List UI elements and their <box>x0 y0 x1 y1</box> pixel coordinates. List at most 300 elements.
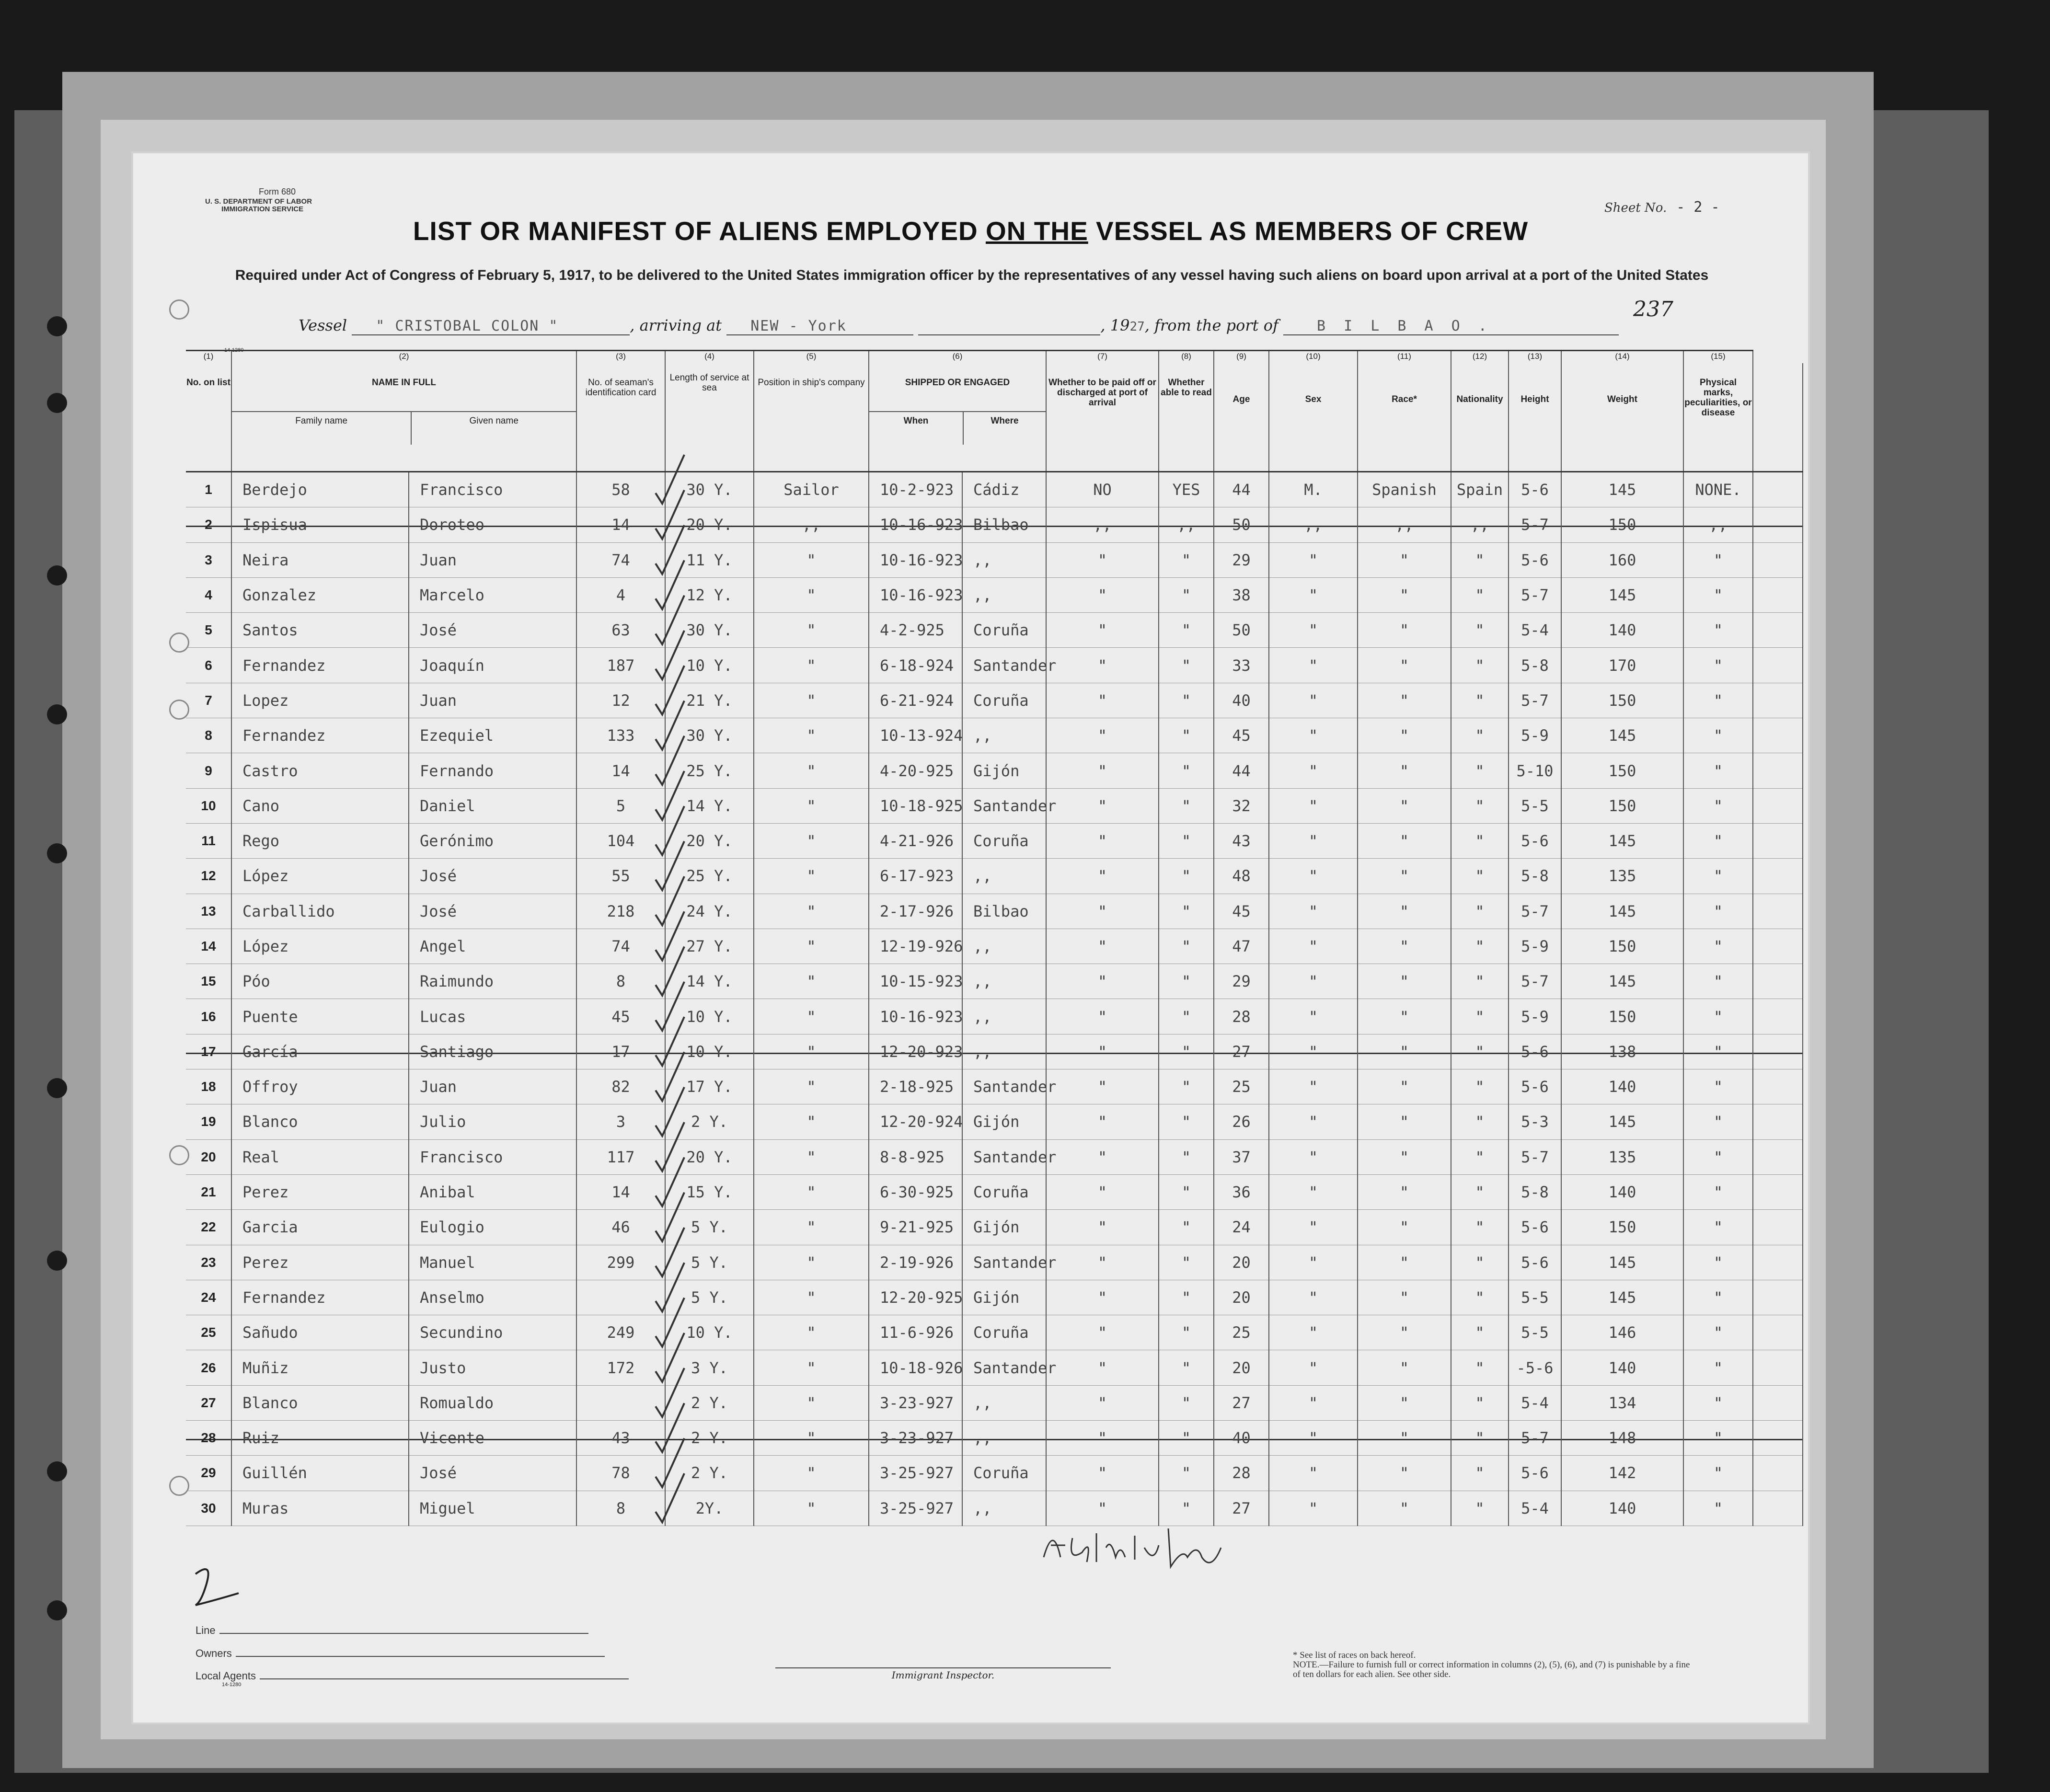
cell-where: Gijón <box>962 1104 1046 1139</box>
line-label: Line <box>196 1624 216 1636</box>
manifest-sheet <box>133 153 1808 1723</box>
cell-service: 2 Y. <box>665 1421 754 1456</box>
cell-age: 40 <box>1214 1421 1269 1456</box>
cell-marks: " <box>1683 648 1753 683</box>
cell-weight: 146 <box>1561 1315 1683 1350</box>
cell-weight: 150 <box>1561 999 1683 1034</box>
cell-read: " <box>1159 613 1214 648</box>
cell-position: " <box>754 929 869 964</box>
cell-paid: " <box>1046 648 1159 683</box>
vessel-field <box>352 316 630 335</box>
cell-read: " <box>1159 964 1214 999</box>
cell-position: Sailor <box>754 472 869 507</box>
year-prefix: , 19 <box>1100 316 1130 334</box>
binder-hole <box>47 1461 67 1482</box>
cell-service: 2Y. <box>665 1491 754 1526</box>
cell-height: 5-8 <box>1509 648 1561 683</box>
cell-read: " <box>1159 718 1214 753</box>
cell-no: 12 <box>186 859 231 894</box>
header-age: Age <box>1214 363 1269 472</box>
cell-age: 50 <box>1214 613 1269 648</box>
cell-card: 249 <box>576 1315 665 1350</box>
cell-service: 20 Y. <box>665 823 754 858</box>
cell-height: 5-6 <box>1509 1456 1561 1491</box>
cell-sex: " <box>1269 1315 1358 1350</box>
cell-height: 5-6 <box>1509 542 1561 577</box>
cell-no: 15 <box>186 964 231 999</box>
colnum: (11) <box>1358 351 1451 364</box>
cell-where: Coruña <box>962 613 1046 648</box>
cell-read: YES <box>1159 472 1214 507</box>
cell-no: 14 <box>186 929 231 964</box>
cell-paid: " <box>1046 1034 1159 1069</box>
title-part: LIST OR MANIFEST OF ALIENS EMPLOYED <box>413 216 986 246</box>
cell-weight: 145 <box>1561 1104 1683 1139</box>
cell-paid: ,, <box>1046 507 1159 542</box>
cell-paid: " <box>1046 788 1159 823</box>
cell-marks: " <box>1683 788 1753 823</box>
cell-age: 50 <box>1214 507 1269 542</box>
cell-card: 299 <box>576 1245 665 1280</box>
cell-blank <box>1753 683 1803 718</box>
cell-race: " <box>1358 999 1451 1034</box>
cell-sex: " <box>1269 1385 1358 1420</box>
cell-when: 8-8-925 <box>869 1139 962 1174</box>
cell-marks: " <box>1683 718 1753 753</box>
binder-hole <box>47 1251 67 1271</box>
cell-sex: " <box>1269 1245 1358 1280</box>
cell-where: Gijón <box>962 753 1046 788</box>
cell-race: " <box>1358 859 1451 894</box>
cell-no: 3 <box>186 542 231 577</box>
inspector-line: Immigrant Inspector. <box>775 1667 1111 1681</box>
cell-read: " <box>1159 788 1214 823</box>
cell-weight: 135 <box>1561 859 1683 894</box>
owners-label: Owners <box>196 1647 232 1659</box>
cell-paid: " <box>1046 1139 1159 1174</box>
cell-position: " <box>754 613 869 648</box>
cell-race: " <box>1358 788 1451 823</box>
cell-paid: " <box>1046 1245 1159 1280</box>
cell-no: 21 <box>186 1174 231 1209</box>
cell-service: 27 Y. <box>665 929 754 964</box>
cell-given: José <box>409 894 576 929</box>
cell-family: Neira <box>231 542 409 577</box>
cell-blank <box>1753 542 1803 577</box>
vessel-line <box>299 316 1619 335</box>
cell-sex: " <box>1269 753 1358 788</box>
cell-nationality: " <box>1451 613 1509 648</box>
table-row <box>186 1174 1803 1209</box>
cell-service: 10 Y. <box>665 999 754 1034</box>
header-where: Where <box>990 416 1019 426</box>
cell-age: 43 <box>1214 823 1269 858</box>
colnum: (4) <box>665 351 754 364</box>
footer-agents <box>196 1670 629 1682</box>
cell-marks: " <box>1683 753 1753 788</box>
cell-family: Lopez <box>231 683 409 718</box>
cell-service: 10 Y. <box>665 648 754 683</box>
cell-paid: " <box>1046 823 1159 858</box>
cell-no: 22 <box>186 1210 231 1245</box>
cell-where: Cádiz <box>962 472 1046 507</box>
cell-read: " <box>1159 753 1214 788</box>
cell-marks: " <box>1683 1034 1753 1069</box>
cell-weight: 150 <box>1561 929 1683 964</box>
cell-weight: 142 <box>1561 1456 1683 1491</box>
cell-marks: " <box>1683 577 1753 612</box>
colnum: (9) <box>1214 351 1269 364</box>
table-row <box>186 859 1803 894</box>
cell-where: Santander <box>962 1139 1046 1174</box>
cell-when: 4-20-925 <box>869 753 962 788</box>
cell-weight: 150 <box>1561 753 1683 788</box>
cell-race: " <box>1358 1210 1451 1245</box>
cell-service: 5 Y. <box>665 1210 754 1245</box>
cell-blank <box>1753 1315 1803 1350</box>
cell-nationality: " <box>1451 1280 1509 1315</box>
cell-service: 2 Y. <box>665 1385 754 1420</box>
cell-when: 4-21-926 <box>869 823 962 858</box>
cell-family: Santos <box>231 613 409 648</box>
cell-weight: 145 <box>1561 577 1683 612</box>
cell-nationality: " <box>1451 1245 1509 1280</box>
cell-height: 5-7 <box>1509 1421 1561 1456</box>
cell-given: Anibal <box>409 1174 576 1209</box>
cell-paid: " <box>1046 859 1159 894</box>
cell-given: José <box>409 1456 576 1491</box>
cell-no: 7 <box>186 683 231 718</box>
agents-blank <box>260 1678 629 1679</box>
cell-position: ,, <box>754 507 869 542</box>
cell-height: 5-9 <box>1509 718 1561 753</box>
cell-read: " <box>1159 1456 1214 1491</box>
cell-no: 2 <box>186 507 231 542</box>
cell-nationality: " <box>1451 683 1509 718</box>
cell-marks: " <box>1683 1280 1753 1315</box>
cell-when: 10-2-923 <box>869 472 962 507</box>
cell-age: 44 <box>1214 472 1269 507</box>
cell-service: 30 Y. <box>665 613 754 648</box>
cell-race: Spanish <box>1358 472 1451 507</box>
cell-age: 48 <box>1214 859 1269 894</box>
cell-card: 14 <box>576 753 665 788</box>
cell-weight: 140 <box>1561 1350 1683 1385</box>
colnum: (7) <box>1046 351 1159 364</box>
cell-no: 13 <box>186 894 231 929</box>
cell-race: " <box>1358 577 1451 612</box>
cell-family: Rego <box>231 823 409 858</box>
cell-given: Eulogio <box>409 1210 576 1245</box>
table-row <box>186 1315 1803 1350</box>
cell-marks: " <box>1683 1069 1753 1104</box>
cell-sex: " <box>1269 542 1358 577</box>
cell-family: Cano <box>231 788 409 823</box>
title-part-underlined: ON THE <box>986 216 1088 246</box>
header-sex: Sex <box>1269 363 1358 472</box>
cell-service: 3 Y. <box>665 1350 754 1385</box>
cell-where: ,, <box>962 964 1046 999</box>
cell-position: " <box>754 542 869 577</box>
colnum: (15) <box>1683 351 1753 364</box>
cell-position: " <box>754 1210 869 1245</box>
cell-family: Blanco <box>231 1104 409 1139</box>
cell-age: 37 <box>1214 1139 1269 1174</box>
cell-given: Anselmo <box>409 1280 576 1315</box>
cell-read: " <box>1159 1034 1214 1069</box>
cell-weight: 160 <box>1561 542 1683 577</box>
cell-no: 8 <box>186 718 231 753</box>
cell-height: 5-8 <box>1509 859 1561 894</box>
cell-race: " <box>1358 753 1451 788</box>
table-row <box>186 999 1803 1034</box>
cell-age: 45 <box>1214 894 1269 929</box>
cell-age: 20 <box>1214 1280 1269 1315</box>
cell-height: 5-6 <box>1509 1210 1561 1245</box>
cell-weight: 140 <box>1561 1069 1683 1104</box>
cell-weight: 140 <box>1561 613 1683 648</box>
table-row <box>186 1280 1803 1315</box>
cell-nationality: " <box>1451 542 1509 577</box>
table-row <box>186 1069 1803 1104</box>
cell-where: Gijón <box>962 1210 1046 1245</box>
header-race: Race* <box>1358 363 1451 472</box>
cell-sex: " <box>1269 718 1358 753</box>
binder-hole <box>47 316 67 336</box>
cell-age: 28 <box>1214 999 1269 1034</box>
cell-read: " <box>1159 1491 1214 1526</box>
cell-family: Póo <box>231 964 409 999</box>
cell-when: 2-17-926 <box>869 894 962 929</box>
cell-read: " <box>1159 577 1214 612</box>
cell-given: Miguel <box>409 1491 576 1526</box>
cell-marks: " <box>1683 1315 1753 1350</box>
cell-sex: " <box>1269 894 1358 929</box>
cell-marks: " <box>1683 1491 1753 1526</box>
cell-sex: M. <box>1269 472 1358 507</box>
cell-blank <box>1753 823 1803 858</box>
cell-family: Fernandez <box>231 718 409 753</box>
binder-hole <box>47 704 67 724</box>
cell-weight: 145 <box>1561 1280 1683 1315</box>
cell-position: " <box>754 1280 869 1315</box>
cell-read: " <box>1159 1069 1214 1104</box>
cell-where: ,, <box>962 1491 1046 1526</box>
header-length-service: Length of service at sea <box>665 363 754 472</box>
column-number-row <box>186 351 1803 364</box>
cell-position: " <box>754 1491 869 1526</box>
cell-given: Daniel <box>409 788 576 823</box>
cell-age: 38 <box>1214 577 1269 612</box>
header-id-card: No. of seaman's identification card <box>576 363 665 472</box>
cell-card: 12 <box>576 683 665 718</box>
cell-no: 20 <box>186 1139 231 1174</box>
cell-where: Santander <box>962 1350 1046 1385</box>
inspector-signature <box>1039 1519 1240 1576</box>
table-row <box>186 542 1803 577</box>
cell-card: 82 <box>576 1069 665 1104</box>
cell-race: " <box>1358 648 1451 683</box>
footer-owners <box>196 1647 605 1660</box>
cell-where: Coruña <box>962 683 1046 718</box>
cell-height: -5-6 <box>1509 1350 1561 1385</box>
cell-service: 21 Y. <box>665 683 754 718</box>
cell-card: 8 <box>576 964 665 999</box>
cell-weight: 134 <box>1561 1385 1683 1420</box>
cell-weight: 150 <box>1561 788 1683 823</box>
cell-position: " <box>754 964 869 999</box>
cell-card: 74 <box>576 929 665 964</box>
table-row <box>186 788 1803 823</box>
cell-age: 32 <box>1214 788 1269 823</box>
cell-marks: " <box>1683 1350 1753 1385</box>
cell-service: 11 Y. <box>665 542 754 577</box>
cell-sex: " <box>1269 577 1358 612</box>
cell-paid: " <box>1046 1069 1159 1104</box>
cell-blank <box>1753 1385 1803 1420</box>
cell-given: Juan <box>409 683 576 718</box>
cell-height: 5-6 <box>1509 1034 1561 1069</box>
note-text: NOTE.—Failure to furnish full or correct information in columns (2), (5), (6), and (7) is punishable by a fine of ten dollars for each alien. See other side. <box>1293 1660 1690 1679</box>
cell-nationality: " <box>1451 648 1509 683</box>
cell-read: " <box>1159 1350 1214 1385</box>
from-port-field <box>1283 316 1619 335</box>
cell-card: 218 <box>576 894 665 929</box>
cell-race: " <box>1358 1069 1451 1104</box>
header-shipped <box>869 363 1046 472</box>
cell-where: Coruña <box>962 823 1046 858</box>
cell-service: 17 Y. <box>665 1069 754 1104</box>
cell-family: López <box>231 929 409 964</box>
cell-age: 40 <box>1214 683 1269 718</box>
cell-read: " <box>1159 648 1214 683</box>
cell-family: Garcia <box>231 1210 409 1245</box>
sheet-number <box>1604 199 1720 216</box>
cell-when: 3-23-927 <box>869 1421 962 1456</box>
cell-given: Francisco <box>409 1139 576 1174</box>
cell-weight: 150 <box>1561 507 1683 542</box>
cell-blank <box>1753 929 1803 964</box>
cell-blank <box>1753 718 1803 753</box>
cell-no: 29 <box>186 1456 231 1491</box>
cell-card: 45 <box>576 999 665 1034</box>
cell-given: Lucas <box>409 999 576 1034</box>
cell-blank <box>1753 1104 1803 1139</box>
form-number: Form 680 <box>259 187 296 196</box>
cell-no: 1 <box>186 472 231 507</box>
cell-where: Santander <box>962 1069 1046 1104</box>
cell-position: " <box>754 894 869 929</box>
cell-card: 187 <box>576 648 665 683</box>
cell-family: Muñiz <box>231 1350 409 1385</box>
cell-service: 5 Y. <box>665 1280 754 1315</box>
cell-read: ,, <box>1159 507 1214 542</box>
cell-when: 4-2-925 <box>869 613 962 648</box>
cell-read: " <box>1159 929 1214 964</box>
cell-marks: " <box>1683 1174 1753 1209</box>
from-port: B I L B A O . <box>1316 318 1492 334</box>
binder-hole <box>47 1600 67 1620</box>
cell-given: José <box>409 613 576 648</box>
cell-where: ,, <box>962 859 1046 894</box>
cell-where: Santander <box>962 788 1046 823</box>
cell-race: " <box>1358 1139 1451 1174</box>
cell-card: 55 <box>576 859 665 894</box>
colnum: (14) <box>1561 351 1683 364</box>
cell-sex: " <box>1269 859 1358 894</box>
table-row <box>186 683 1803 718</box>
cell-read: " <box>1159 1245 1214 1280</box>
cell-paid: " <box>1046 1350 1159 1385</box>
cell-position: " <box>754 648 869 683</box>
cell-race: " <box>1358 1491 1451 1526</box>
cell-card <box>576 1280 665 1315</box>
cell-where: Bilbao <box>962 894 1046 929</box>
cell-when: 10-16-923 <box>869 577 962 612</box>
owners-blank <box>236 1656 605 1657</box>
cell-age: 27 <box>1214 1034 1269 1069</box>
cell-blank <box>1753 613 1803 648</box>
cell-blank <box>1753 1456 1803 1491</box>
manuscript-number: 237 <box>1633 297 1673 322</box>
cell-blank <box>1753 1280 1803 1315</box>
cell-sex: ,, <box>1269 507 1358 542</box>
cell-blank <box>1753 507 1803 542</box>
cell-position: " <box>754 577 869 612</box>
cell-family: Blanco <box>231 1385 409 1420</box>
cell-read: " <box>1159 1315 1214 1350</box>
cell-position: " <box>754 823 869 858</box>
table-row <box>186 1456 1803 1491</box>
cell-given: Angel <box>409 929 576 964</box>
cell-paid: " <box>1046 577 1159 612</box>
cell-card: 17 <box>576 1034 665 1069</box>
cell-age: 29 <box>1214 542 1269 577</box>
cell-age: 47 <box>1214 929 1269 964</box>
cell-sex: " <box>1269 788 1358 823</box>
cell-given: Joaquín <box>409 648 576 683</box>
table-row <box>186 1139 1803 1174</box>
cell-race: " <box>1358 894 1451 929</box>
cell-weight: 135 <box>1561 1139 1683 1174</box>
colnum: (5) <box>754 351 869 364</box>
cell-position: " <box>754 1245 869 1280</box>
cell-nationality: " <box>1451 1456 1509 1491</box>
header-shipped-label: SHIPPED OR ENGAGED <box>905 378 1010 388</box>
cell-height: 5-7 <box>1509 964 1561 999</box>
cell-race: " <box>1358 1350 1451 1385</box>
cell-position: " <box>754 1139 869 1174</box>
footer-line <box>196 1624 588 1637</box>
cell-given: Justo <box>409 1350 576 1385</box>
table-row <box>186 894 1803 929</box>
cell-height: 5-8 <box>1509 1174 1561 1209</box>
line-blank <box>219 1633 588 1634</box>
cell-sex: " <box>1269 1421 1358 1456</box>
cell-nationality: " <box>1451 1421 1509 1456</box>
cell-when: 10-16-923 <box>869 507 962 542</box>
cell-marks: " <box>1683 1104 1753 1139</box>
cell-read: " <box>1159 1210 1214 1245</box>
punch-ring <box>169 299 189 320</box>
table-row <box>186 1034 1803 1069</box>
cell-sex: " <box>1269 1456 1358 1491</box>
cell-no: 16 <box>186 999 231 1034</box>
cell-no: 25 <box>186 1315 231 1350</box>
cell-race: " <box>1358 929 1451 964</box>
cell-sex: " <box>1269 929 1358 964</box>
cell-when: 10-16-923 <box>869 999 962 1034</box>
